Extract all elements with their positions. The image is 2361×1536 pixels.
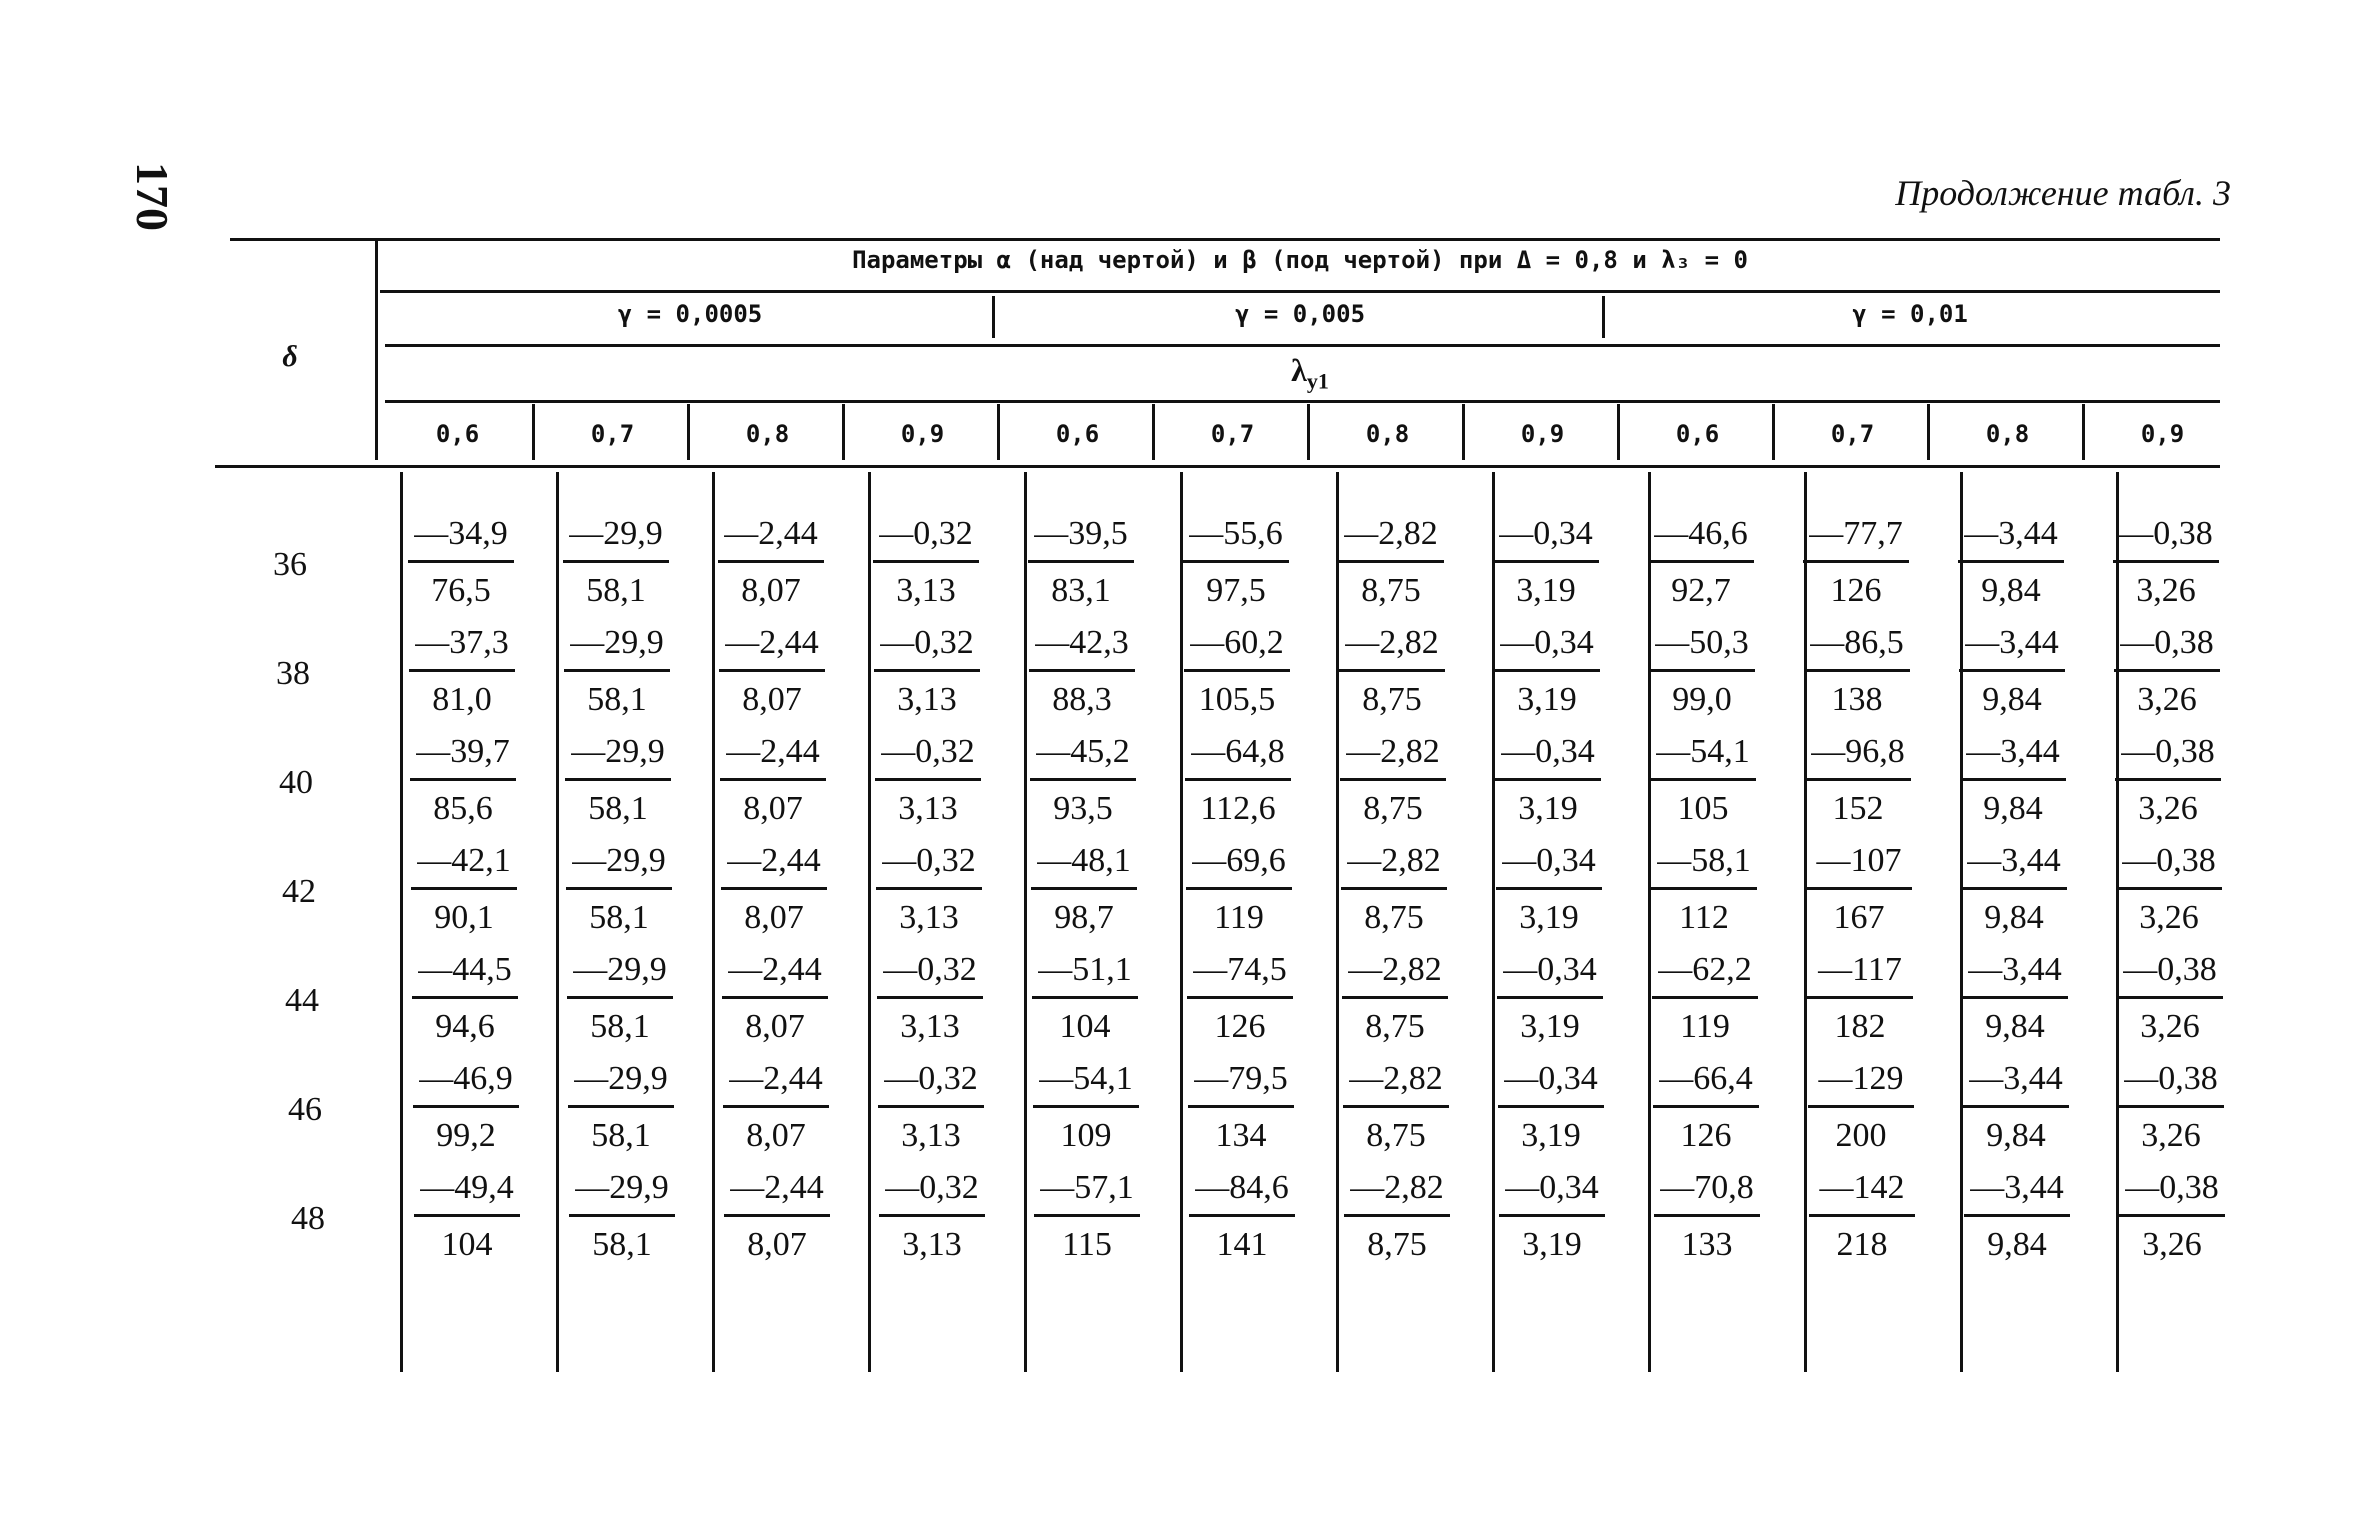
alpha-value: —2,44 bbox=[723, 1059, 829, 1108]
table-cell bbox=[1492, 1059, 1610, 1156]
alpha-value: —66,4 bbox=[1653, 1059, 1759, 1108]
lambda-value-header: 0,7 bbox=[590, 420, 635, 448]
delta-row-label: 46 bbox=[288, 1091, 322, 1128]
alpha-value: —2,82 bbox=[1340, 732, 1446, 781]
beta-value: 9,84 bbox=[1983, 790, 2043, 827]
alpha-value: —2,82 bbox=[1341, 841, 1447, 890]
alpha-value: —77,7 bbox=[1803, 514, 1909, 563]
beta-value: 97,5 bbox=[1206, 572, 1266, 609]
alpha-value: —55,6 bbox=[1183, 514, 1289, 563]
table-cell bbox=[716, 950, 834, 1047]
delta-row-label: 42 bbox=[282, 873, 316, 910]
beta-value: 3,13 bbox=[900, 1008, 960, 1045]
rule-top bbox=[230, 238, 2220, 241]
beta-value: 58,1 bbox=[589, 899, 649, 936]
table-cell bbox=[712, 514, 830, 611]
alpha-value: —29,9 bbox=[565, 732, 671, 781]
beta-value: 138 bbox=[1831, 681, 1883, 718]
alpha-value: —2,82 bbox=[1343, 1059, 1449, 1108]
beta-value: 8,07 bbox=[743, 790, 803, 827]
table-cell bbox=[1024, 732, 1142, 829]
alpha-value: —48,1 bbox=[1031, 841, 1137, 890]
alpha-value: —0,38 bbox=[2114, 623, 2220, 672]
beta-value: 126 bbox=[1214, 1008, 1266, 1045]
alpha-value: —0,34 bbox=[1496, 841, 1602, 890]
beta-value: 58,1 bbox=[587, 681, 647, 718]
table-cell bbox=[715, 841, 833, 938]
alpha-value: —107 bbox=[1806, 841, 1912, 890]
beta-value: 90,1 bbox=[434, 899, 494, 936]
beta-value: 3,13 bbox=[896, 572, 956, 609]
alpha-value: —0,38 bbox=[2113, 514, 2219, 563]
beta-value: 104 bbox=[1059, 1008, 1111, 1045]
table-cell bbox=[1648, 1168, 1766, 1265]
lambda-value-header: 0,9 bbox=[2140, 420, 2185, 448]
table-cell bbox=[1642, 514, 1760, 611]
alpha-value: —79,5 bbox=[1188, 1059, 1294, 1108]
beta-value: 3,13 bbox=[897, 681, 957, 718]
alpha-value: —2,82 bbox=[1344, 1168, 1450, 1217]
alpha-value: —0,38 bbox=[2118, 1059, 2224, 1108]
table-cell bbox=[403, 623, 521, 720]
alpha-value: —0,38 bbox=[2115, 732, 2221, 781]
beta-value: 94,6 bbox=[435, 1008, 495, 1045]
beta-value: 200 bbox=[1835, 1117, 1887, 1154]
beta-value: 3,26 bbox=[2141, 1117, 2201, 1154]
alpha-value: —54,1 bbox=[1033, 1059, 1139, 1108]
beta-value: 8,75 bbox=[1362, 681, 1422, 718]
beta-value: 9,84 bbox=[1981, 572, 2041, 609]
alpha-value: —42,3 bbox=[1029, 623, 1135, 672]
alpha-value: —3,44 bbox=[1958, 514, 2064, 563]
beta-value: 182 bbox=[1834, 1008, 1886, 1045]
alpha-value: —2,82 bbox=[1342, 950, 1448, 999]
beta-value: 3,19 bbox=[1517, 681, 1577, 718]
gamma-group-header: γ = 0,005 bbox=[1234, 300, 1366, 328]
table-cell bbox=[558, 623, 676, 720]
table-cell bbox=[1334, 732, 1452, 829]
table-cell bbox=[402, 514, 520, 611]
alpha-value: —62,2 bbox=[1652, 950, 1758, 999]
table-cell bbox=[406, 950, 524, 1047]
table-cell bbox=[404, 732, 522, 829]
continuation-caption: Продолжение табл. 3 bbox=[1895, 173, 2231, 213]
alpha-value: —0,34 bbox=[1498, 1059, 1604, 1108]
table-cell bbox=[1025, 841, 1143, 938]
table-cell bbox=[714, 732, 832, 829]
beta-value: 9,84 bbox=[1985, 1008, 2045, 1045]
table-cell bbox=[1956, 950, 2074, 1047]
alpha-value: —39,5 bbox=[1028, 514, 1134, 563]
table-cell bbox=[1337, 1059, 1455, 1156]
table-cell bbox=[1491, 950, 1609, 1047]
table-cell bbox=[1489, 732, 1607, 829]
table-cell bbox=[2111, 950, 2229, 1047]
table-cell bbox=[868, 623, 986, 720]
beta-value: 3,13 bbox=[902, 1226, 962, 1263]
table-cell bbox=[563, 1168, 681, 1265]
table-cell bbox=[2107, 514, 2225, 611]
alpha-value: —0,38 bbox=[2116, 841, 2222, 890]
alpha-value: —0,34 bbox=[1497, 950, 1603, 999]
table-cell bbox=[1797, 514, 1915, 611]
alpha-value: —45,2 bbox=[1030, 732, 1136, 781]
table-cell bbox=[1644, 732, 1762, 829]
beta-value: 109 bbox=[1060, 1117, 1112, 1154]
beta-value: 126 bbox=[1680, 1117, 1732, 1154]
beta-value: 152 bbox=[1832, 790, 1884, 827]
alpha-value: —58,1 bbox=[1651, 841, 1757, 890]
alpha-value: —29,9 bbox=[567, 950, 673, 999]
alpha-value: —70,8 bbox=[1654, 1168, 1760, 1217]
alpha-value: —54,1 bbox=[1650, 732, 1756, 781]
table-cell bbox=[1953, 623, 2071, 720]
table-cell bbox=[1798, 623, 1916, 720]
alpha-value: —0,38 bbox=[2119, 1168, 2225, 1217]
lambda-value-header: 0,9 bbox=[900, 420, 945, 448]
alpha-value: —0,32 bbox=[875, 732, 981, 781]
alpha-value: —2,44 bbox=[720, 732, 826, 781]
alpha-value: —46,6 bbox=[1648, 514, 1754, 563]
table-cell bbox=[1490, 841, 1608, 938]
alpha-value: —0,32 bbox=[876, 841, 982, 890]
table-cell bbox=[1803, 1168, 1921, 1265]
beta-value: 9,84 bbox=[1987, 1226, 2047, 1263]
beta-value: 8,75 bbox=[1361, 572, 1421, 609]
table-cell bbox=[561, 950, 679, 1047]
delta-row-label: 36 bbox=[273, 546, 307, 583]
beta-value: 99,0 bbox=[1672, 681, 1732, 718]
table-cell bbox=[1801, 950, 1919, 1047]
beta-value: 8,07 bbox=[745, 1008, 805, 1045]
alpha-value: —96,8 bbox=[1805, 732, 1911, 781]
alpha-value: —0,32 bbox=[877, 950, 983, 999]
beta-value: 3,26 bbox=[2136, 572, 2196, 609]
table-cell bbox=[1957, 1059, 2075, 1156]
table-cell bbox=[2112, 1059, 2230, 1156]
beta-value: 9,84 bbox=[1984, 899, 2044, 936]
beta-value: 3,13 bbox=[901, 1117, 961, 1154]
beta-value: 8,07 bbox=[746, 1117, 806, 1154]
table-cell bbox=[1336, 950, 1454, 1047]
beta-value: 92,7 bbox=[1671, 572, 1731, 609]
beta-value: 3,26 bbox=[2137, 681, 2197, 718]
lambda-value-header: 0,6 bbox=[435, 420, 480, 448]
rule-below-lambda bbox=[385, 400, 2220, 403]
alpha-value: —42,1 bbox=[411, 841, 517, 890]
table-cell bbox=[1955, 841, 2073, 938]
beta-value: 9,84 bbox=[1986, 1117, 2046, 1154]
rule-header-bottom bbox=[215, 465, 2220, 468]
alpha-value: —64,8 bbox=[1185, 732, 1291, 781]
beta-value: 8,75 bbox=[1363, 790, 1423, 827]
table-cell bbox=[1958, 1168, 2076, 1265]
alpha-value: —2,82 bbox=[1339, 623, 1445, 672]
alpha-value: —2,44 bbox=[721, 841, 827, 890]
lambda-value-header: 0,9 bbox=[1520, 420, 1565, 448]
beta-value: 167 bbox=[1833, 899, 1885, 936]
alpha-value: —0,34 bbox=[1499, 1168, 1605, 1217]
beta-value: 58,1 bbox=[586, 572, 646, 609]
beta-value: 3,13 bbox=[898, 790, 958, 827]
table-cell bbox=[562, 1059, 680, 1156]
table-cell bbox=[1178, 623, 1296, 720]
alpha-value: —86,5 bbox=[1804, 623, 1910, 672]
table-cell bbox=[1026, 950, 1144, 1047]
beta-value: 8,07 bbox=[744, 899, 804, 936]
beta-value: 115 bbox=[1062, 1226, 1112, 1263]
parameters-header: Параметры α (над чертой) и β (под чертой) при Δ = 0,8 и λ₃ = 0 bbox=[852, 246, 1748, 274]
table-cell bbox=[408, 1168, 526, 1265]
beta-value: 8,07 bbox=[742, 681, 802, 718]
alpha-value: —2,44 bbox=[722, 950, 828, 999]
table-cell bbox=[1646, 950, 1764, 1047]
alpha-value: —0,32 bbox=[874, 623, 980, 672]
alpha-value: —0,32 bbox=[878, 1059, 984, 1108]
delta-row-label: 44 bbox=[285, 982, 319, 1019]
beta-value: 3,26 bbox=[2139, 899, 2199, 936]
table-cell bbox=[1182, 1059, 1300, 1156]
alpha-value: —0,34 bbox=[1493, 514, 1599, 563]
alpha-value: —34,9 bbox=[408, 514, 514, 563]
table-cell bbox=[1028, 1168, 1146, 1265]
table-cell bbox=[560, 841, 678, 938]
beta-value: 119 bbox=[1680, 1008, 1730, 1045]
table-cell bbox=[1338, 1168, 1456, 1265]
beta-value: 8,75 bbox=[1364, 899, 1424, 936]
beta-value: 8,07 bbox=[747, 1226, 807, 1263]
beta-value: 85,6 bbox=[433, 790, 493, 827]
table-cell bbox=[557, 514, 675, 611]
beta-value: 58,1 bbox=[588, 790, 648, 827]
table-cell bbox=[2108, 623, 2226, 720]
alpha-value: —74,5 bbox=[1187, 950, 1293, 999]
beta-value: 134 bbox=[1215, 1117, 1267, 1154]
alpha-value: —2,44 bbox=[718, 514, 824, 563]
beta-value: 3,19 bbox=[1516, 572, 1576, 609]
table-cell bbox=[871, 950, 989, 1047]
rule-below-gamma bbox=[385, 344, 2220, 347]
alpha-value: —44,5 bbox=[412, 950, 518, 999]
lambda-value-header: 0,8 bbox=[1365, 420, 1410, 448]
alpha-value: —0,34 bbox=[1494, 623, 1600, 672]
alpha-value: —3,44 bbox=[1963, 1059, 2069, 1108]
table-cell bbox=[1952, 514, 2070, 611]
beta-value: 105,5 bbox=[1198, 681, 1276, 718]
table-cell bbox=[1799, 732, 1917, 829]
beta-value: 8,75 bbox=[1367, 1226, 1427, 1263]
table-cell bbox=[2113, 1168, 2231, 1265]
table-cell bbox=[1647, 1059, 1765, 1156]
beta-value: 218 bbox=[1836, 1226, 1888, 1263]
table-cell bbox=[713, 623, 831, 720]
table-cell bbox=[717, 1059, 835, 1156]
table-cell bbox=[2109, 732, 2227, 829]
alpha-value: —50,3 bbox=[1649, 623, 1755, 672]
delta-row-label: 48 bbox=[291, 1200, 325, 1237]
alpha-value: —3,44 bbox=[1961, 841, 2067, 890]
beta-value: 112 bbox=[1679, 899, 1729, 936]
beta-value: 8,07 bbox=[741, 572, 801, 609]
gamma-group-header: γ = 0,01 bbox=[1852, 300, 1968, 328]
alpha-value: —2,44 bbox=[724, 1168, 830, 1217]
table-cell bbox=[1180, 841, 1298, 938]
lambda-value-header: 0,8 bbox=[1985, 420, 2030, 448]
lambda-subscript: y1 bbox=[1306, 368, 1329, 394]
alpha-value: —3,44 bbox=[1959, 623, 2065, 672]
beta-value: 3,26 bbox=[2138, 790, 2198, 827]
rule-below-parameters bbox=[380, 290, 2220, 293]
beta-value: 3,19 bbox=[1518, 790, 1578, 827]
alpha-value: —3,44 bbox=[1964, 1168, 2070, 1217]
beta-value: 81,0 bbox=[432, 681, 492, 718]
beta-value: 133 bbox=[1681, 1226, 1733, 1263]
alpha-value: —29,9 bbox=[563, 514, 669, 563]
table-cell bbox=[869, 732, 987, 829]
table-cell bbox=[1181, 950, 1299, 1047]
beta-value: 9,84 bbox=[1982, 681, 2042, 718]
lambda-value-header: 0,7 bbox=[1830, 420, 1875, 448]
beta-value: 88,3 bbox=[1052, 681, 1112, 718]
table-cell bbox=[1179, 732, 1297, 829]
alpha-value: —39,7 bbox=[410, 732, 516, 781]
table-cell bbox=[718, 1168, 836, 1265]
lambda-value-header: 0,6 bbox=[1675, 420, 1720, 448]
alpha-value: —0,38 bbox=[2117, 950, 2223, 999]
alpha-value: —37,3 bbox=[409, 623, 515, 672]
beta-value: 141 bbox=[1216, 1226, 1268, 1263]
alpha-value: —0,34 bbox=[1495, 732, 1601, 781]
table-cell bbox=[1487, 514, 1605, 611]
beta-value: 119 bbox=[1214, 899, 1264, 936]
beta-value: 3,26 bbox=[2142, 1226, 2202, 1263]
alpha-value: —142 bbox=[1809, 1168, 1915, 1217]
table-cell bbox=[873, 1168, 991, 1265]
alpha-value: —29,9 bbox=[569, 1168, 675, 1217]
rule-delta-column bbox=[375, 238, 378, 460]
page-number: 170 bbox=[127, 162, 178, 231]
table-cell bbox=[1645, 841, 1763, 938]
beta-value: 98,7 bbox=[1054, 899, 1114, 936]
lambda-value-header: 0,8 bbox=[745, 420, 790, 448]
beta-value: 8,75 bbox=[1365, 1008, 1425, 1045]
delta-row-label: 40 bbox=[279, 764, 313, 801]
beta-value: 3,13 bbox=[899, 899, 959, 936]
table-cell bbox=[1332, 514, 1450, 611]
table-cell bbox=[405, 841, 523, 938]
alpha-value: —57,1 bbox=[1034, 1168, 1140, 1217]
alpha-value: —51,1 bbox=[1032, 950, 1138, 999]
beta-value: 3,19 bbox=[1520, 1008, 1580, 1045]
table-cell bbox=[2110, 841, 2228, 938]
alpha-value: —117 bbox=[1807, 950, 1913, 999]
beta-value: 126 bbox=[1830, 572, 1882, 609]
alpha-value: —2,82 bbox=[1338, 514, 1444, 563]
alpha-value: —49,4 bbox=[414, 1168, 520, 1217]
table-cell bbox=[559, 732, 677, 829]
alpha-value: —0,32 bbox=[879, 1168, 985, 1217]
alpha-value: —129 bbox=[1808, 1059, 1914, 1108]
alpha-value: —84,6 bbox=[1189, 1168, 1295, 1217]
beta-value: 83,1 bbox=[1051, 572, 1111, 609]
table-cell bbox=[867, 514, 985, 611]
table-cell bbox=[1954, 732, 2072, 829]
beta-value: 105 bbox=[1677, 790, 1729, 827]
alpha-value: —3,44 bbox=[1960, 732, 2066, 781]
beta-value: 76,5 bbox=[431, 572, 491, 609]
alpha-value: —46,9 bbox=[413, 1059, 519, 1108]
lambda-symbol: λ bbox=[1291, 352, 1307, 388]
beta-value: 3,19 bbox=[1519, 899, 1579, 936]
beta-value: 3,26 bbox=[2140, 1008, 2200, 1045]
table-cell bbox=[1802, 1059, 1920, 1156]
beta-value: 93,5 bbox=[1053, 790, 1113, 827]
table-cell bbox=[1023, 623, 1141, 720]
beta-value: 112,6 bbox=[1200, 790, 1276, 827]
beta-value: 104 bbox=[441, 1226, 493, 1263]
table-cell bbox=[1177, 514, 1295, 611]
alpha-value: —60,2 bbox=[1184, 623, 1290, 672]
beta-value: 58,1 bbox=[592, 1226, 652, 1263]
alpha-value: —2,44 bbox=[719, 623, 825, 672]
table-cell bbox=[407, 1059, 525, 1156]
lambda-value-header: 0,7 bbox=[1210, 420, 1255, 448]
alpha-value: —3,44 bbox=[1962, 950, 2068, 999]
table-cell bbox=[1800, 841, 1918, 938]
beta-value: 3,19 bbox=[1521, 1117, 1581, 1154]
alpha-value: —29,9 bbox=[568, 1059, 674, 1108]
table-cell bbox=[1022, 514, 1140, 611]
alpha-value: —29,9 bbox=[564, 623, 670, 672]
delta-column-header: δ bbox=[282, 340, 298, 373]
table-cell bbox=[1488, 623, 1606, 720]
lambda-header bbox=[1200, 352, 1420, 394]
table-cell bbox=[1027, 1059, 1145, 1156]
beta-value: 58,1 bbox=[590, 1008, 650, 1045]
table-cell bbox=[1493, 1168, 1611, 1265]
table-cell bbox=[870, 841, 988, 938]
alpha-value: —0,32 bbox=[873, 514, 979, 563]
beta-value: 8,75 bbox=[1366, 1117, 1426, 1154]
beta-value: 3,19 bbox=[1522, 1226, 1582, 1263]
beta-value: 99,2 bbox=[436, 1117, 496, 1154]
alpha-value: —69,6 bbox=[1186, 841, 1292, 890]
table-cell bbox=[872, 1059, 990, 1156]
delta-row-label: 38 bbox=[276, 655, 310, 692]
table-cell bbox=[1333, 623, 1451, 720]
table-cell bbox=[1643, 623, 1761, 720]
table-cell bbox=[1335, 841, 1453, 938]
lambda-value-header: 0,6 bbox=[1055, 420, 1100, 448]
table-cell bbox=[1183, 1168, 1301, 1265]
beta-value: 58,1 bbox=[591, 1117, 651, 1154]
alpha-value: —29,9 bbox=[566, 841, 672, 890]
gamma-group-header: γ = 0,0005 bbox=[617, 300, 763, 328]
